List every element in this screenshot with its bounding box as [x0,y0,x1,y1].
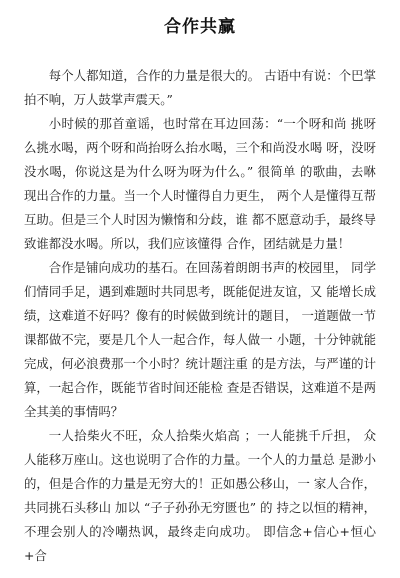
paragraph: 合作是铺向成功的基石。在回荡着朗朗书声的校园里， 同学们情同手足，遇到难题时共同思考，既能促进友谊，又 能增长成绩，这难道不好吗？像有的时候做到统计的题目， 一道题做一节课都做不完，要是几个人一起合作，每人做一 小题，十分钟就能完成，何必浪费那一个小时？统计题注重 的是方法，与严谨的计算，一起合作，既能节省时间还能检 查是否错误，这难道不是两全其美的事情吗？ [24,260,376,419]
paragraph: 小时候的那首童谣，也时常在耳边回荡：“一个呀和尚 挑呀么挑水喝，两个呀和尚抬呀么抬水喝，三个和尚没水喝 呀，没呀没水喝，你说这是为什么呀为呀为什么。” 很简单 的歌曲，去咻现出合作的力量。当一个人时懂得自力更生， 两个人是懂得互帮互助。但是三个人时因为懒惰和分歧，谁 都不愿意动手，最终导致谁都没水喝。所以，我们应该懂得 合作，团结就是力量！ [24,116,376,251]
page-title: 合作共赢 [164,17,236,37]
document-body [24,64,376,568]
paragraph: 一人拾柴火不旺，众人拾柴火焰高 ；一人能挑千斤担， 众人能移万座山。这也说明了合作的力量。一个人的力量总 是渺小的，但是合作的力量是无穷大的！正如愚公移山，一 家人合作，共同挑石头移山 加以 “子子孙孙无穷匮也” 的 持之以恒的精神，不理会别人的冷嘲热讽，最终走向成功。 即信念+信心+恒心+合 [24,428,376,563]
paragraph: 每个人都知道，合作的力量是很大的。 古语中有说：个巴掌拍不响，万人鼓掌声震天。” [24,68,376,107]
